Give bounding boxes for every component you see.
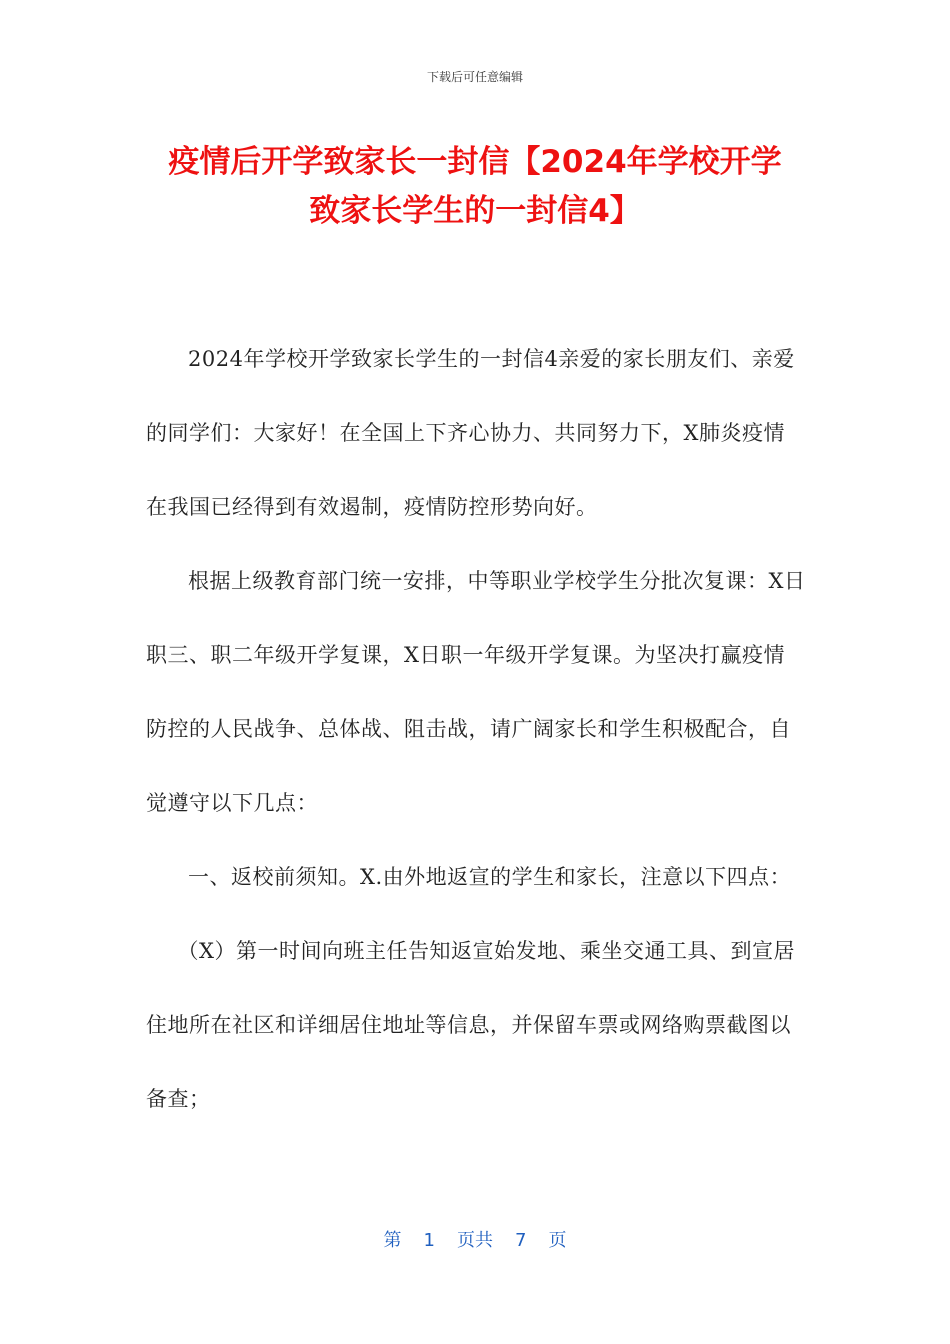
current-page-number: 1 xyxy=(423,1230,435,1251)
page-mid: 页共 xyxy=(457,1230,493,1251)
document-body xyxy=(146,322,806,1136)
page-prefix: 第 xyxy=(383,1230,402,1251)
total-pages-number: 7 xyxy=(515,1230,527,1251)
paragraph-2: 根据上级教育部门统一安排，中等职业学校学生分批次复课：X日职三、职二年级开学复课，X日职一年级开学复课。为坚决打赢疫情防控的人民战争、总体战、阻击战，请广阔家长和学生积极配合，自觉遵守以下几点： xyxy=(146,569,806,815)
paragraph-4: （X）第一时间向班主任告知返宣始发地、乘坐交通工具、到宣居住地所在社区和详细居住地址等信息，并保留车票或网络购票截图以备查； xyxy=(146,939,795,1111)
title-line-1: 疫情后开学致家长一封信【2024年学校开学 xyxy=(168,144,782,180)
document-title xyxy=(140,138,810,236)
page-footer xyxy=(0,1226,950,1252)
paragraph-1: 2024年学校开学致家长学生的一封信4亲爱的家长朋友们、亲爱的同学们：大家好！在全国上下齐心协力、共同努力下，X肺炎疫情在我国已经得到有效遏制，疫情防控形势向好。 xyxy=(146,347,795,519)
header-note: 下载后可任意编辑 xyxy=(426,70,523,84)
title-line-2: 致家长学生的一封信4】 xyxy=(309,193,641,229)
paragraph-3: 一、返校前须知。X.由外地返宣的学生和家长，注意以下四点： xyxy=(188,865,792,889)
page-suffix: 页 xyxy=(548,1230,567,1251)
